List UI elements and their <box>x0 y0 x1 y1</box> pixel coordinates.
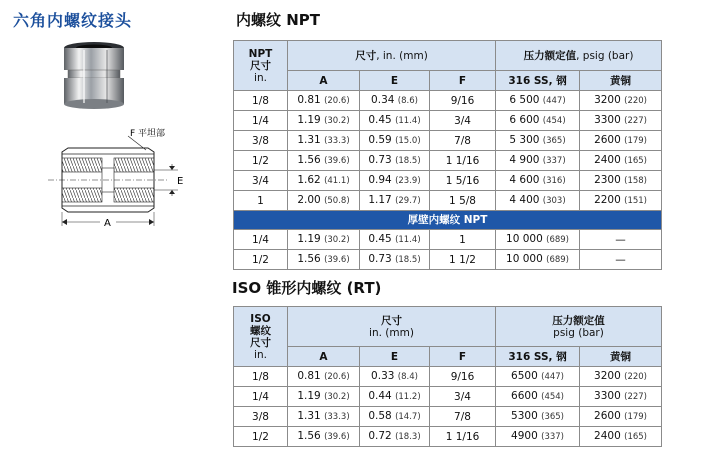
iso-col-ss: 316 SS, 钢 <box>496 347 580 367</box>
table-row: 3/8 1.31 (33.3) 0.59 (15.0) 7/8 5 300 (365) 2600 (179) <box>234 131 662 151</box>
cross-section-drawing <box>28 126 208 236</box>
npt-col-ss: 316 SS, 钢 <box>496 71 580 91</box>
npt-col-a: A <box>288 71 360 91</box>
npt-header-nominal: NPT 尺寸 in. <box>234 41 288 91</box>
npt-header-pressure: 压力额定值, psig (bar) <box>496 41 662 71</box>
table-row: 1/4 1.19 (30.2) 0.45 (11.4) 3/4 6 600 (454) 3300 (227) <box>234 111 662 131</box>
iso-col-e: E <box>360 347 430 367</box>
table-row: 1/2 1.56 (39.6) 0.73 (18.5) 1 1/16 4 900 (337) 2400 (165) <box>234 151 662 171</box>
table-row: 1/2 1.56 (39.6) 0.73 (18.5) 1 1/2 10 000 (689) — <box>234 250 662 270</box>
iso-header-dimensions: 尺寸 in. (mm) <box>288 307 496 347</box>
table-row: 1/8 0.81 (20.6) 0.33 (8.4) 9/16 6500 (447) 3200 (220) <box>234 367 662 387</box>
label-flat: F 平坦部 <box>130 129 166 139</box>
iso-col-brass: 黄铜 <box>580 347 662 367</box>
iso-section-title: ISO 锥形内螺纹 (RT) <box>232 279 382 297</box>
table-row: 1 2.00 (50.8) 1.17 (29.7) 1 5/8 4 400 (303) 2200 (151) <box>234 191 662 211</box>
npt-col-e: E <box>360 71 430 91</box>
table-row: 1/8 0.81 (20.6) 0.34 (8.6) 9/16 6 500 (447) 3200 (220) <box>234 91 662 111</box>
iso-col-f: F <box>430 347 496 367</box>
label-e: E <box>177 176 184 187</box>
fitting-photo <box>52 40 136 112</box>
npt-col-brass: 黄铜 <box>580 71 662 91</box>
page-title: 六角内螺纹接头 <box>13 11 133 30</box>
table-row: 1/4 1.19 (30.2) 0.44 (11.2) 3/4 6600 (454) 3300 (227) <box>234 387 662 407</box>
npt-col-f: F <box>430 71 496 91</box>
thick-wall-banner: 厚壁内螺纹 NPT <box>234 211 662 230</box>
label-a: A <box>104 218 111 229</box>
table-row: 1/4 1.19 (30.2) 0.45 (11.4) 1 10 000 (689) — <box>234 230 662 250</box>
table-row: 3/8 1.31 (33.3) 0.58 (14.7) 7/8 5300 (365) 2600 (179) <box>234 407 662 427</box>
iso-header-nominal: ISO 螺纹 尺寸 in. <box>234 307 288 367</box>
iso-header-pressure: 压力额定值 psig (bar) <box>496 307 662 347</box>
table-row: 1/2 1.56 (39.6) 0.72 (18.3) 1 1/16 4900 (337) 2400 (165) <box>234 427 662 447</box>
iso-col-a: A <box>288 347 360 367</box>
iso-spec-table <box>233 306 662 447</box>
npt-section-title: 内螺纹 NPT <box>236 11 321 29</box>
npt-spec-table <box>233 40 662 270</box>
table-row: 3/4 1.62 (41.1) 0.94 (23.9) 1 5/16 4 600 (316) 2300 (158) <box>234 171 662 191</box>
npt-header-dimensions: 尺寸, in. (mm) <box>288 41 496 71</box>
